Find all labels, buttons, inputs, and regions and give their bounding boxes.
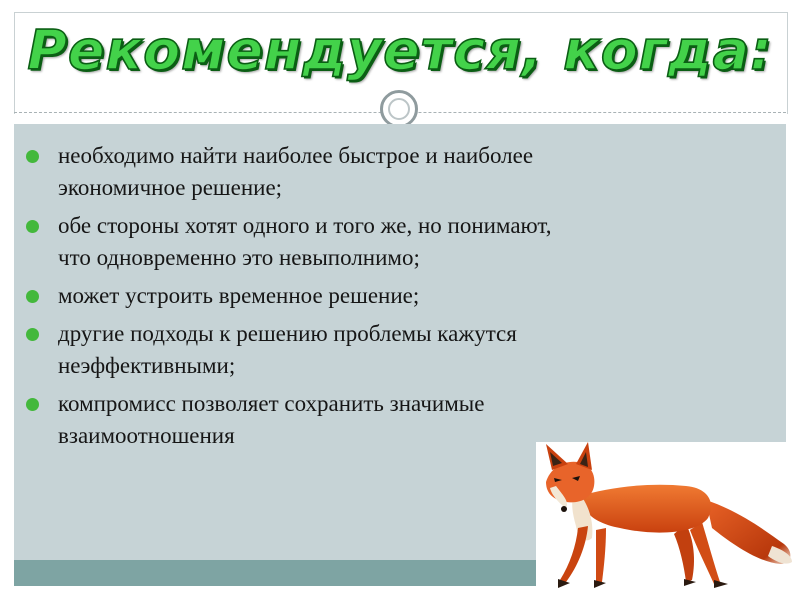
slide-title: Рекомендуется, когда: [27, 18, 773, 82]
bullet-text-line1: может устроить временное решение; [58, 283, 420, 308]
green-dot-icon [26, 220, 39, 233]
ring-divider-icon [380, 90, 418, 128]
fox-icon [536, 442, 800, 600]
bullet-text-line2: что одновременно это невыполнимо; [58, 245, 420, 270]
bullet-text-line2: экономичное решение; [58, 175, 283, 200]
bullet-text-line1: другие подходы к решению проблемы кажутся [58, 321, 517, 346]
bullet-text-line1: обе стороны хотят одного и того же, но понимают, [58, 213, 552, 238]
bullet-text-line2: неэффективными; [58, 353, 236, 378]
fox-illustration [536, 442, 800, 600]
green-dot-icon [26, 150, 39, 163]
bullet-list [26, 140, 726, 458]
bullet-item [26, 210, 726, 274]
green-dot-icon [26, 398, 39, 411]
bullet-text-line1: необходимо найти наиболее быстрое и наиболее [58, 143, 534, 168]
green-dot-icon [26, 290, 39, 303]
bullet-text-line1: компромисс позволяет сохранить значимые [58, 391, 485, 416]
bullet-item [26, 280, 726, 312]
bullet-item [26, 140, 726, 204]
green-dot-icon [26, 328, 39, 341]
bullet-text-line2: взаимоотношения [58, 423, 235, 448]
bullet-item [26, 318, 726, 382]
